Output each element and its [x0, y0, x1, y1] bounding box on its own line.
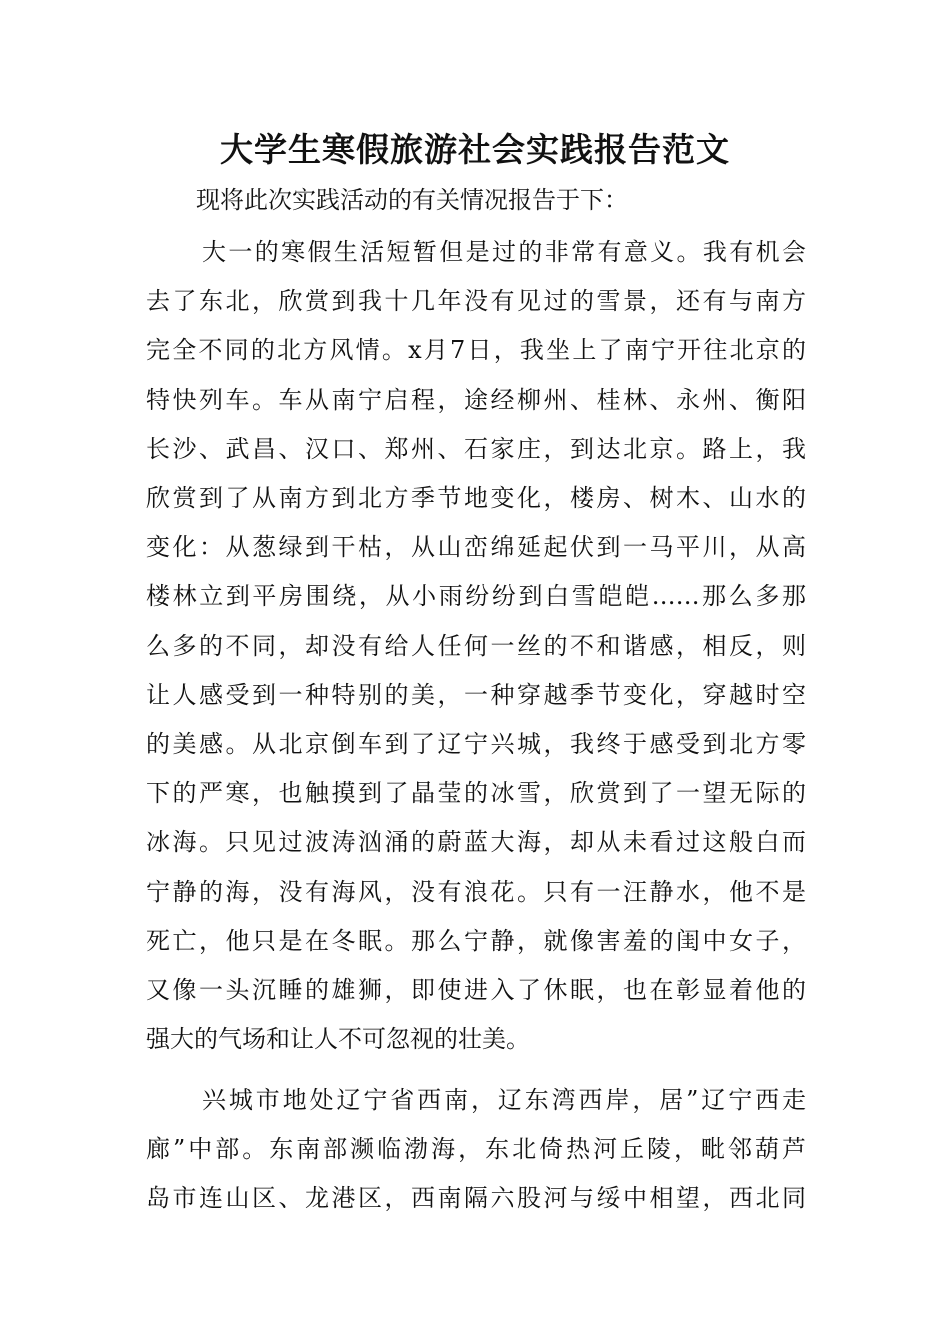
intro-paragraph: 现将此次实践活动的有关情况报告于下： [196, 186, 628, 214]
body-paragraph-2 [146, 1076, 806, 1224]
text-line: 让人感受到一种特别的美，一种穿越季节变化，穿越时空 [146, 680, 806, 709]
text-line: 欣赏到了从南方到北方季节地变化，楼房、树木、山水的 [146, 484, 806, 513]
text-line: 的美感。从北京倒车到了辽宁兴城，我终于感受到北方零 [146, 730, 806, 759]
text-line: 大一的寒假生活短暂但是过的非常有意义。我有机会 [202, 238, 806, 266]
text-line: 楼林立到平房围绕，从小雨纷纷到白雪皑皑……那么多那 [146, 582, 806, 611]
text-line: 去了东北，欣赏到我十几年没有见过的雪景，还有与南方 [146, 287, 806, 316]
text-line: 完全不同的北方风情。x月7日，我坐上了南宁开往北京的 [146, 336, 806, 365]
text-line: 兴城市地处辽宁省西南，辽东湾西岸，居”辽宁西走 [202, 1086, 806, 1114]
text-line: 长沙、武昌、汉口、郑州、石家庄，到达北京。路上，我 [146, 434, 806, 463]
text-line: 又像一头沉睡的雄狮，即使进入了休眠，也在彰显着他的 [146, 976, 806, 1005]
text-line: 岛市连山区、龙港区，西南隔六股河与绥中相望，西北同 [146, 1184, 806, 1213]
text-line: 冰海。只见过波涛汹涌的蔚蓝大海，却从未看过这般白而 [146, 828, 806, 857]
text-line: 下的严寒，也触摸到了晶莹的冰雪，欣赏到了一望无际的 [146, 779, 806, 808]
text-line: 死亡，他只是在冬眠。那么宁静，就像害羞的闺中女子， [146, 926, 806, 955]
text-line: 变化：从葱绿到干枯，从山峦绵延起伏到一马平川，从高 [146, 533, 806, 562]
text-line: 廊”中部。东南部濒临渤海，东北倚热河丘陵，毗邻葫芦 [146, 1135, 806, 1164]
text-line: 宁静的海，没有海风，没有浪花。只有一汪静水，他不是 [146, 877, 806, 906]
document-title: 大学生寒假旅游社会实践报告范文 [220, 130, 730, 169]
text-line: 特快列车。车从南宁启程，途经柳州、桂林、永州、衡阳 [146, 385, 806, 414]
text-line: 么多的不同，却没有给人任何一丝的不和谐感，相反，则 [146, 631, 806, 660]
text-line: 强大的气场和让人不可忽视的壮美。 [146, 1025, 530, 1054]
body-paragraph-1 [146, 228, 806, 1064]
